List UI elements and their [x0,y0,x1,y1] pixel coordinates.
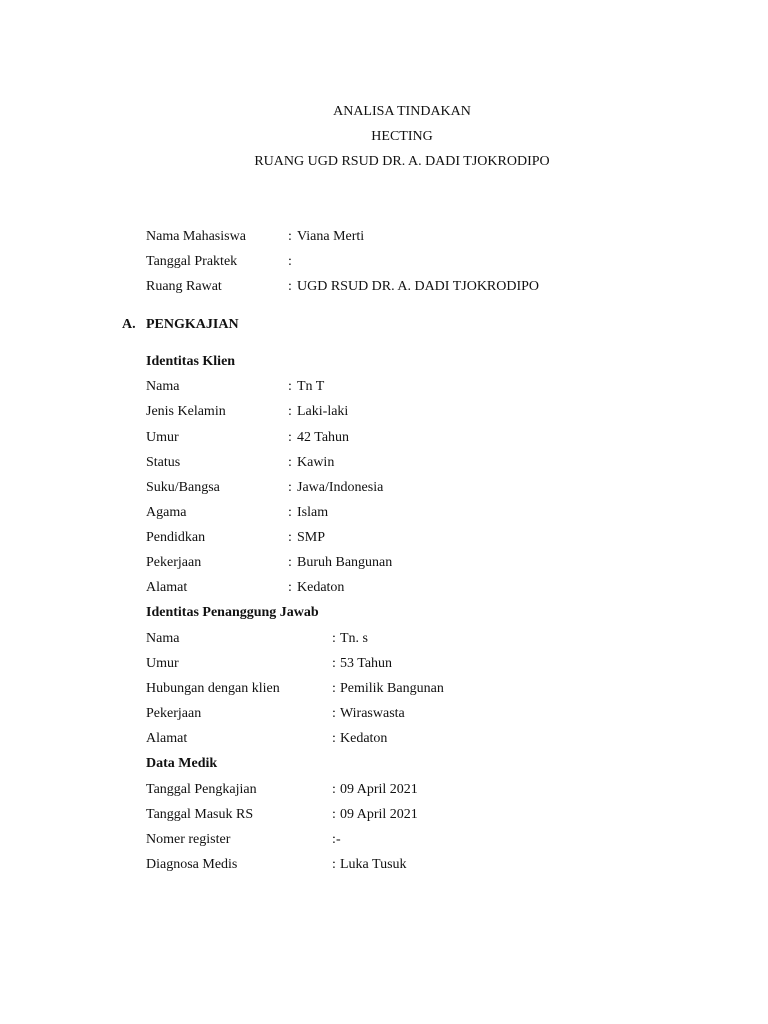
field-value: Pemilik Bangunan [340,681,444,696]
field-colon: : [332,706,336,721]
field-colon: : [288,455,292,470]
field-colon: : [288,379,292,394]
field-value: Tn T [297,379,325,394]
identitas-klien-heading: Identitas Klien [146,354,236,369]
field-colon: : [288,580,292,595]
field-label: Nama Mahasiswa [146,229,246,244]
field-value: Laki-laki [297,404,349,419]
field-colon: : [332,807,336,822]
document-subtitle: HECTING [371,129,433,144]
field-label: Nama [146,631,180,646]
field-label: Nama [146,379,180,394]
field-label: Hubungan dengan klien [146,681,280,696]
field-colon: : [288,279,292,294]
field-label: Tanggal Praktek [146,254,238,269]
field-label: Agama [146,505,187,520]
field-value: - [336,832,341,847]
field-label: Umur [146,430,179,445]
field-value: Kedaton [340,731,388,746]
data-medik-heading: Data Medik [146,756,218,771]
field-colon: : [288,430,292,445]
field-value: UGD RSUD DR. A. DADI TJOKRODIPO [297,279,540,294]
field-value: 42 Tahun [297,430,350,445]
field-colon: : [288,505,292,520]
document-title: ANALISA TINDAKAN [333,104,471,119]
field-label: Jenis Kelamin [146,404,226,419]
field-value: Viana Merti [297,229,365,244]
field-colon: : [288,530,292,545]
field-label: Alamat [146,731,188,746]
field-label: Pendidkan [146,530,206,545]
field-colon: : [288,404,292,419]
field-colon: : [332,681,336,696]
field-label: Alamat [146,580,188,595]
field-value: Islam [297,505,329,520]
field-label: Nomer register [146,832,231,847]
field-label: Tanggal Masuk RS [146,807,254,822]
field-colon: : [288,229,292,244]
field-value: Kawin [297,455,335,470]
field-value: Wiraswasta [340,706,405,721]
field-colon: : [332,731,336,746]
field-value: 09 April 2021 [340,807,418,822]
field-value: 09 April 2021 [340,782,418,797]
field-colon: : [332,631,336,646]
field-label: Status [146,455,181,470]
field-colon: : [332,857,336,872]
field-label: Suku/Bangsa [146,480,220,495]
field-label: Diagnosa Medis [146,857,238,872]
field-value: Tn. s [340,631,368,646]
document-location: RUANG UGD RSUD DR. A. DADI TJOKRODIPO [254,154,550,169]
section-letter: A. [122,317,136,332]
penanggung-jawab-heading: Identitas Penanggung Jawab [146,605,319,620]
field-value: Luka Tusuk [340,857,407,872]
field-colon: : [288,555,292,570]
field-colon: : [288,480,292,495]
field-value: Kedaton [297,580,345,595]
field-value: SMP [297,530,326,545]
field-label: Pekerjaan [146,555,202,570]
field-label: Pekerjaan [146,706,202,721]
field-value: Jawa/Indonesia [297,480,384,495]
section-title: PENGKAJIAN [146,317,239,332]
field-label: Ruang Rawat [146,279,222,294]
field-value: Buruh Bangunan [297,555,393,570]
field-colon: : [332,782,336,797]
field-value: 53 Tahun [340,656,393,671]
field-colon: : [288,254,292,269]
field-label: Umur [146,656,179,671]
field-colon: : [332,832,336,847]
field-label: Tanggal Pengkajian [146,782,257,797]
field-colon: : [332,656,336,671]
